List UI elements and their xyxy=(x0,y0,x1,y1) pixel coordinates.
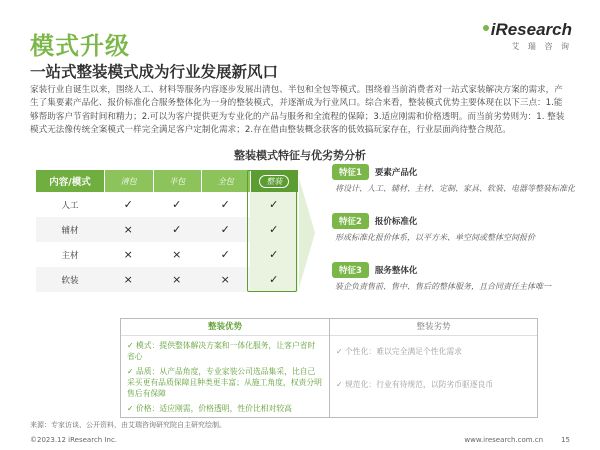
column-header: 半包 xyxy=(153,170,202,192)
page-subtitle: 一站式整装模式成为行业发展新风口 xyxy=(30,63,279,81)
feature-title: 要素产品化 xyxy=(374,168,418,178)
cons-header: 整装劣势 xyxy=(330,319,537,336)
table-cell: × xyxy=(123,248,133,261)
table-cell: × xyxy=(123,273,133,286)
column-header: 全包 xyxy=(201,170,250,192)
feature-tag: 特征1 xyxy=(332,164,369,180)
table-cell: ✓ xyxy=(220,198,230,211)
table-cell: ✓ xyxy=(250,217,299,242)
table-cell: ✓ xyxy=(220,223,230,236)
table-cell: × xyxy=(220,273,230,286)
copyright: ©2023.12 iResearch Inc. xyxy=(30,436,118,444)
section-title: 整装模式特征与优劣势分析 xyxy=(234,149,366,162)
logo-dot-icon xyxy=(483,25,489,31)
footer-right xyxy=(464,436,570,444)
feature-desc: 形成标准化报价体系，以平方米、单空间或整体空间报价 xyxy=(335,233,535,242)
table-cell: ✓ xyxy=(250,267,299,292)
table-cell: ✓ xyxy=(123,198,133,211)
table-cell: ✓ xyxy=(172,223,182,236)
arrow-right-icon xyxy=(299,178,315,288)
row-label: 主材 xyxy=(61,250,79,261)
highlight-label: 整装 xyxy=(259,175,289,188)
highlight-column-frame xyxy=(247,170,297,292)
table-cell: ✓ xyxy=(220,248,230,261)
table-cell: ✓ xyxy=(172,198,182,211)
feature-desc: 装企负责售前、售中、售后的整体服务，且合同责任主体唯一 xyxy=(335,282,551,291)
row-label: 人工 xyxy=(61,200,79,211)
intro-paragraph: 家装行业自诞生以来，围绕人工、材料等服务内容逐步发展出清包、半包和全包等模式。围绕着当前消费者对一站式家装解决方案的需求，产生了集要素产品化、报价标准化合服务整体化为一身的整装模式，并逐渐成为行业风口。综合来看，整装模式优势主要体现在以下三点：1.能够帮助客户节省时间和精力；2.可以为客户提供更为专业化的产品与服务和全流程的保障；3.适应刚需和价格透明。而当前劣势则为：1. 整装模式无法像传统全案模式一样完全满足客户定制化需求；2.存在借由整装概念获客的低效搞玩家存在，行业层面尚待整合规范。 xyxy=(30,85,565,135)
logo-sub: 艾 瑞 咨 询 xyxy=(511,42,572,51)
table-cell: ✓ xyxy=(250,192,299,217)
pros-item: ✓ 模式：提供整体解决方案和一体化服务，让客户省时省心 xyxy=(127,341,316,361)
source-note: 来源：专家访谈、公开资料，由艾瑞咨询研究院自主研究绘制。 xyxy=(30,421,226,429)
pros-item: ✓ 品质：从产品角度，专业家装公司选品集采，比自己采买更有品质保障且种类更丰富；从施工角度，权责分明售后有保障 xyxy=(127,367,322,398)
table-cell: ✓ xyxy=(250,242,299,267)
pros-column xyxy=(121,319,330,417)
feature-tag: 特征3 xyxy=(332,262,369,278)
feature-title: 报价标准化 xyxy=(374,217,418,227)
feature-3 xyxy=(332,262,582,293)
feature-2 xyxy=(332,213,582,244)
cons-item: ✓ 个性化：难以完全满足个性化需求 xyxy=(336,347,462,356)
column-header: 清包 xyxy=(104,170,153,192)
feature-title: 服务整体化 xyxy=(374,266,418,276)
page-number: 15 xyxy=(561,436,570,444)
logo xyxy=(483,20,572,52)
site-url: www.iresearch.com.cn xyxy=(464,436,544,444)
table-cell: × xyxy=(172,273,182,286)
pros-header: 整装优势 xyxy=(121,319,329,336)
row-label: 辅材 xyxy=(61,225,79,236)
page-title: 模式升级 xyxy=(30,32,130,60)
table-cell: × xyxy=(172,248,182,261)
cons-item: ✓ 规范化：行业有待规范，以防劣币驱逐良币 xyxy=(336,380,494,389)
feature-tag: 特征2 xyxy=(332,213,369,229)
table-cell: × xyxy=(123,223,133,236)
feature-1 xyxy=(332,164,582,195)
pros-cons-table xyxy=(120,318,538,418)
row-label: 软装 xyxy=(61,275,79,286)
table-corner: 内容/模式 xyxy=(36,170,104,192)
cons-column xyxy=(330,319,537,417)
feature-desc: 将设计、人工、辅材、主材、定制、家具、软装、电器等整装标准化 xyxy=(335,184,575,193)
logo-main xyxy=(483,20,572,40)
pros-item: ✓ 价格：适应刚需，价格透明，性价比相对较高 xyxy=(127,404,292,413)
logo-text: iResearch xyxy=(490,20,572,39)
